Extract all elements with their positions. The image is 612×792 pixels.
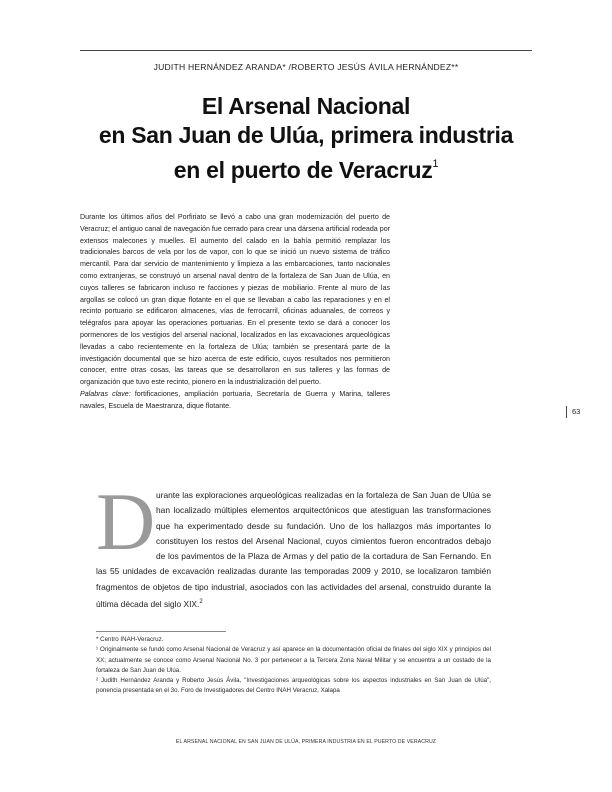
abstract [80, 212, 390, 413]
body-note-mark: 2 [199, 599, 203, 606]
title-line-1: El Arsenal Nacional [201, 93, 411, 119]
header-rule [80, 50, 532, 51]
footnote: ² Judith Hernández Aranda y Roberto Jesús Ávila, "Investigaciones arqueológicas sobre los aspectos industriales en San Juan de Ulúa", ponencia presentada en el 3o. Foro de Investigadores del Centro INAH Veracruz, Xalapa [96, 677, 491, 695]
title-note-mark: 1 [432, 158, 439, 170]
title-line-2: en San Juan de Ulúa, primera industria [98, 122, 514, 148]
footnote: * Centro INAH-Veracruz. [96, 636, 164, 643]
page-number: 63 [566, 406, 580, 418]
running-footer: EL ARSENAL NACIONAL EN SAN JUAN DE ULÚA, PRIMERA INDUSTRIA EN EL PUERTO DE VERACRUZ [175, 739, 437, 745]
footnotes [96, 635, 491, 697]
footnote-rule [96, 631, 226, 632]
body-text: urante las exploraciones arqueológicas realizadas en la fortaleza de San Juan de Ulúa se han localizado múltiples elementos arquitectónicos que atestiguan las transformaciones que ha experimentado desde su fundación. Uno de los hallazgos más importantes lo constituyen los restos del Arsenal Nacional, cuyos cimientos fueron encontrados debajo de los pavimentos de la Plaza de Armas y del patio de la cortadura de San Fernando. En las 55 unidades de excavación realizadas durante las temporadas 2009 y 2010, se localizaron también fragmentos de objetos de tipo industrial, asociados con las actividades del arsenal, construido durante la última década del siglo XIX. [96, 490, 491, 610]
abstract-text: Durante los últimos años del Porfiriato se llevó a cabo una gran modernización del puerto de Veracruz; el antiguo canal de navegación fue cerrado para crear una dársena artificial rodeada por extensos malecones y muelles. El aumento del calado en la bahía permitió remplazar los tradicionales barcos de vela por los de vapor, con lo que se inició un nuevo sistema de tráfico mercantil. Para dar servicio de mantenimiento y limpieza a las embarcaciones, tanto nacionales como extranjeras, se construyó un arsenal naval dentro de la fortaleza de San Juan de Ulúa, en cuyos talleres se fabricaron incluso re facciones y piezas de mobiliario. Frente al muro de las argollas se colocó un gran dique flotante en el que se llevaban a cabo las reparaciones y en el recinto portuario se edificaron almacenes, vías de ferrocarril, oficinas aduanales, de correos y telégrafos para apoyar las operaciones portuarias. En el presente texto se dará a conocer los pormenores de los vestigios del arsenal nacional, localizados en las excavaciones arqueológicas llevadas a cabo recientemente en la fortaleza de Ulúa; también se presentará parte de la investigación documental que se hizo acerca de este edificio, cuyos resultados nos permitieron conocer, entre otras cosas, las tareas que se desarrollaron en sus talleres y las formas de organización que tuvo este recinto, pionero en la industrialización del puerto. [80, 213, 390, 387]
title-line-3 [40, 150, 572, 185]
body-paragraph [96, 476, 491, 612]
drop-cap: D [96, 476, 156, 567]
footnote: ¹ Originalmente se fundó como Arsenal Nacional de Veracruz y así aparece en la documentación oficial de finales del siglo XIX y principios del XX; actualmente se conoce como Arsenal Nacional No. 3 por pertenecer a la Tercera Zona Naval Militar y se encuentra a un costado de la fortaleza de San Juan de Ulúa. [96, 646, 491, 674]
keywords: fortificaciones, ampliación portuaria, Secretaría de Guerra y Marina, talleres navales, Escuela de Maestranza, dique flotante. [80, 389, 390, 410]
article-title [40, 92, 572, 185]
authors-line: JUDITH HERNÁNDEZ ARANDA* /ROBERTO JESÚS ÁVILA HERNÁNDEZ** [153, 62, 459, 72]
keywords-label: Palabras clave: [80, 389, 131, 398]
title-line-3-text: en el puerto de Veracruz [173, 157, 433, 183]
